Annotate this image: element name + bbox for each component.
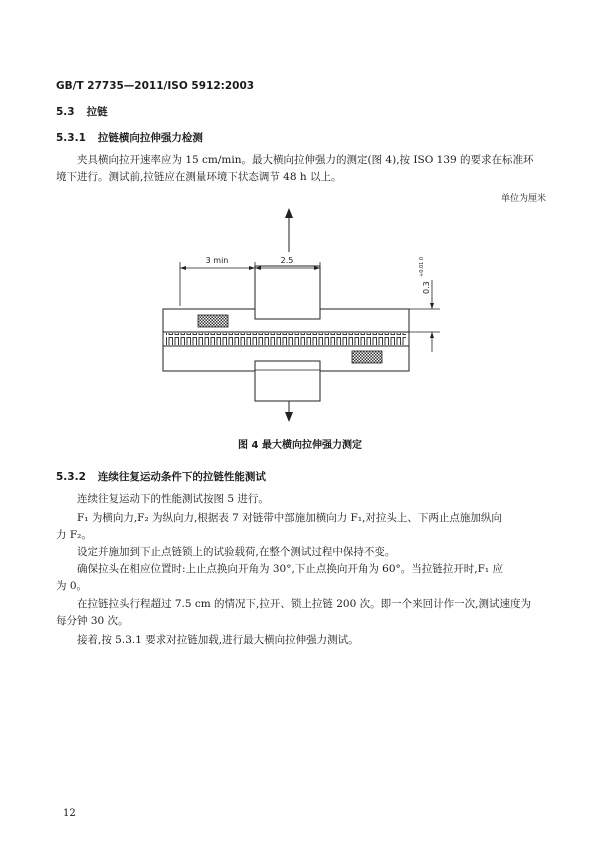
document-header: GB/T 27735—2011/ISO 5912:2003 <box>56 80 255 92</box>
section-title: 拉链 <box>86 106 108 118</box>
upper-clamp <box>255 266 320 319</box>
paragraph-line: 设定并施加到下止点链锁上的试验载荷,在整个测试过程中保持不变。 <box>77 546 396 558</box>
section-number: 5.3 <box>56 106 75 118</box>
grip-pad-right <box>352 351 382 363</box>
paragraph-line: 力 F₂。 <box>56 529 92 541</box>
paragraph-4 <box>56 544 546 561</box>
paragraph-line: 每分钟 30 次。 <box>56 615 129 627</box>
dimension-label-right: 0.3 <box>422 281 431 294</box>
lower-clamp <box>255 361 320 401</box>
paragraph-line: 确保拉头在相应位置时:上止点换向开角为 30°,下止点换向开角为 60°。当拉链拉开时,F₁ 应 <box>77 563 503 575</box>
zipper-chain <box>166 333 406 345</box>
figure-caption: 图 4 最大横向拉伸强力测定 <box>238 440 362 451</box>
section-5-3-2-heading <box>56 469 266 484</box>
paragraph-line: 接着,按 5.3.1 要求对拉链加载,进行最大横向拉伸强力测试。 <box>77 634 359 646</box>
dimension-tolerance: +0.01 0 <box>419 256 425 277</box>
paragraph-2 <box>56 491 546 508</box>
paragraph-7 <box>56 632 546 649</box>
section-number: 5.3.1 <box>56 132 86 144</box>
paragraph-line: 在拉链拉头行程超过 7.5 cm 的情况下,拉开、锁上拉链 200 次。即一个来回计作一次,测试速度为 <box>77 598 531 610</box>
section-title: 拉链横向拉伸强力检测 <box>97 132 203 144</box>
page-number: 12 <box>63 808 76 819</box>
section-number: 5.3.2 <box>56 471 86 483</box>
section-title: 连续往复运动条件下的拉链性能测试 <box>97 471 266 483</box>
units-note: 单位为厘米 <box>500 194 546 204</box>
dimension-label-top: 2.5 <box>280 256 294 265</box>
dimension-label-left: 3 min <box>205 256 229 265</box>
paragraph-line: F₁ 为横向力,F₂ 为纵向力,根据表 7 对链带中部施加横向力 F₁,对拉头上、下两止点施加纵向 <box>77 512 502 524</box>
paragraph-line: 境下进行。测试前,拉链应在测量环境下状态调节 48 h 以上。 <box>56 171 342 183</box>
paragraph-line: 夹具横向拉开速率应为 15 cm/min。最大横向拉伸强力的测定(图 4),按 ISO 139 的要求在标准环 <box>77 154 534 166</box>
paragraph-6 <box>56 596 546 630</box>
paragraph-5 <box>56 561 546 595</box>
up-arrow-icon <box>285 208 293 252</box>
paragraph-line: 为 0。 <box>56 580 88 592</box>
grip-pad-left <box>198 315 228 327</box>
paragraph-line: 连续往复运动下的性能测试按图 5 进行。 <box>77 493 269 505</box>
paragraph-3 <box>56 510 546 544</box>
